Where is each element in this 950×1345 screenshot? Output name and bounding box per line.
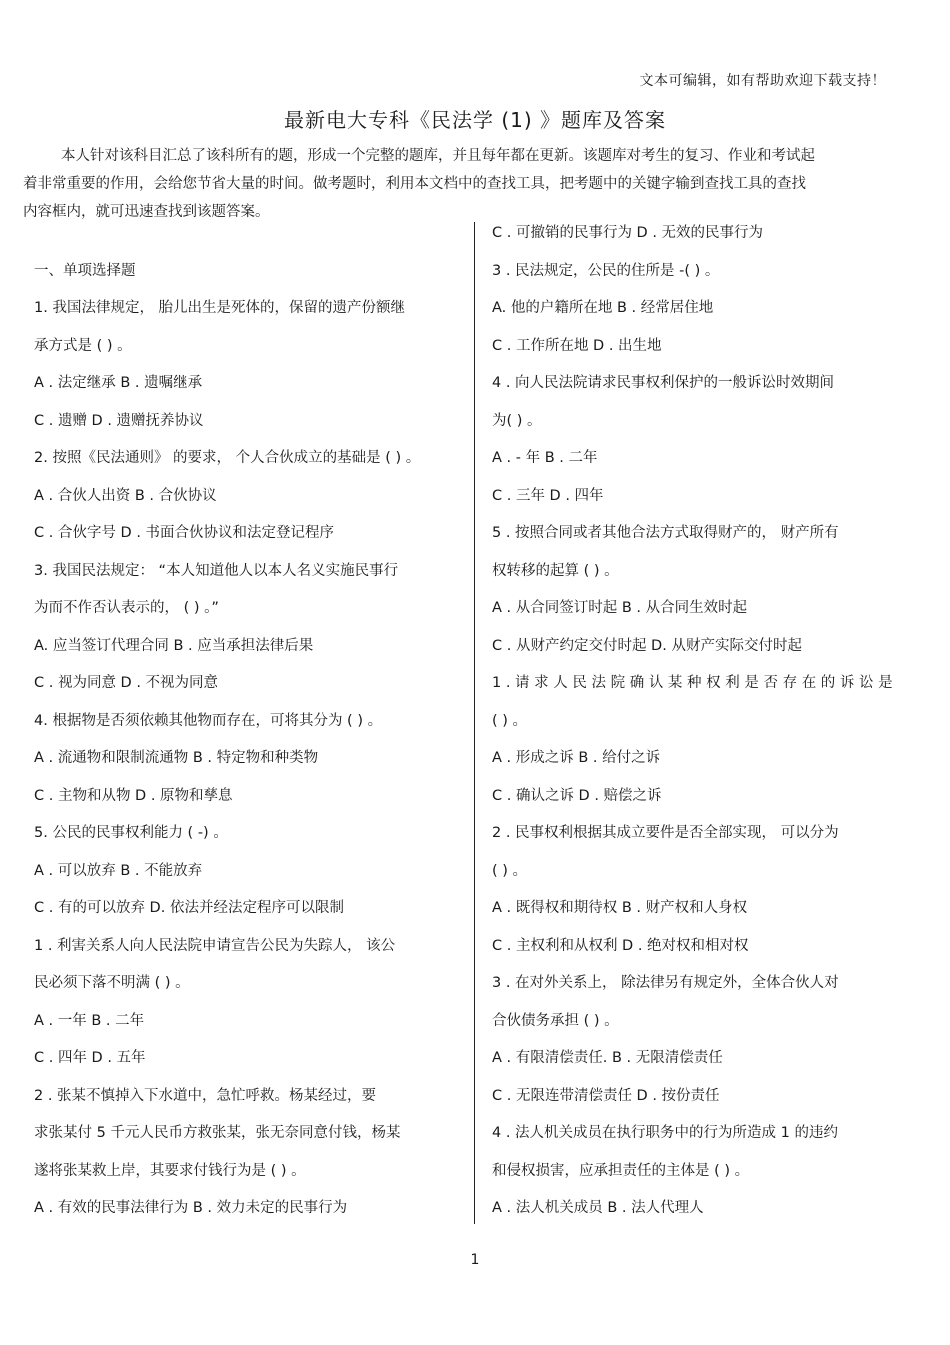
intro-line: 内容框内，就可迅速查找到该题答案。 xyxy=(23,204,270,220)
option-line: C . 确认之诉 D . 赔偿之诉 xyxy=(492,787,662,804)
question-line: 4 . 向人民法院请求民事权利保护的一般诉讼时效期间 xyxy=(492,375,835,391)
option-line: C . 三年 D . 四年 xyxy=(492,487,604,504)
option-line: C . 主物和从物 D . 原物和孳息 xyxy=(34,787,233,804)
question-line: 民必须下落不明满 ( ) 。 xyxy=(34,975,190,991)
option-line: A . 合伙人出资 B . 合伙协议 xyxy=(34,487,217,504)
option-line: C . 合伙字号 D . 书面合伙协议和法定登记程序 xyxy=(34,525,335,541)
option-line: A . 从合同签订时起 B . 从合同生效时起 xyxy=(492,600,748,616)
question-line: 合伙债务承担 ( ) 。 xyxy=(492,1012,619,1029)
question-line: 为而不作否认表示的， ( ) 。” xyxy=(34,600,219,616)
question-line: 1 . 利害关系人向人民法院申请宣告公民为失踪人， 该公 xyxy=(34,937,396,954)
question-line: 2. 按照《民法通则》 的要求， 个人合伙成立的基础是 ( ) 。 xyxy=(34,450,421,466)
question-line: 5. 公民的民事权利能力 ( -) 。 xyxy=(34,825,228,841)
question-line: 4. 根据物是否须依赖其他物而存在，可将其分为 ( ) 。 xyxy=(34,712,383,729)
text-line xyxy=(34,215,466,253)
intro-line: 着非常重要的作用，会给您节省大量的时间。做考题时，利用本文档中的查找工具，把考题中的关键字输到查找工具的查找 xyxy=(23,176,806,192)
question-line: 3 . 在对外关系上， 除法律另有规定外，全体合伙人对 xyxy=(492,975,839,991)
question-line: 5 . 按照合同或者其他合法方式取得财产的， 财产所有 xyxy=(492,525,839,541)
question-line: 3 . 民法规定，公民的住所是 -( ) 。 xyxy=(492,262,720,279)
intro-line: 本人针对该科目汇总了该科所有的题，形成一个完整的题库，并且每年都在更新。该题库对考生的复习、作业和考试起 xyxy=(61,148,815,164)
option-line: A . 既得权和期待权 B . 财产权和人身权 xyxy=(492,900,748,916)
option-line: A . 有限清偿责任. B . 无限清偿责任 xyxy=(492,1050,723,1066)
page-number: 1 xyxy=(470,1252,480,1268)
option-line: C . 从财产约定交付时起 D. 从财产实际交付时起 xyxy=(492,637,802,654)
question-line: 3. 我国民法规定： “本人知道他人以本人名义实施民事行 xyxy=(34,562,399,579)
option-line: C . 视为同意 D . 不视为同意 xyxy=(34,675,219,691)
question-line: 权转移的起算 ( ) 。 xyxy=(492,562,619,579)
option-line: A . 可以放弃 B . 不能放弃 xyxy=(34,862,203,879)
header-note: 文本可编辑，如有帮助欢迎下载支持！ xyxy=(639,73,886,89)
question-line: 承方式是 ( ) 。 xyxy=(34,337,132,354)
option-line: C . 遗赠 D . 遗赠抚养协议 xyxy=(34,412,204,429)
option-line: A . 一年 B . 二年 xyxy=(34,1012,145,1029)
question-line: ( ) 。 xyxy=(492,862,528,879)
document-title: 最新电大专科《民法学 (1) 》题库及答案 xyxy=(283,108,667,132)
section-heading: 一、单项选择题 xyxy=(34,262,136,279)
option-line: A . - 年 B . 二年 xyxy=(492,450,598,466)
option-line: C . 无限连带清偿责任 D . 按份责任 xyxy=(492,1087,720,1104)
question-line: 1. 我国法律规定， 胎儿出生是死体的，保留的遗产份额继 xyxy=(34,300,406,316)
option-line: A . 法人机关成员 B . 法人代理人 xyxy=(492,1200,704,1216)
option-line: C . 四年 D . 五年 xyxy=(34,1050,146,1066)
option-line: A . 有效的民事法律行为 B . 效力未定的民事行为 xyxy=(34,1200,348,1216)
option-line: C . 主权利和从权利 D . 绝对权和相对权 xyxy=(492,937,749,954)
right-column xyxy=(492,215,922,1228)
question-line: 遂将张某救上岸，其要求付钱行为是 ( ) 。 xyxy=(34,1162,306,1179)
question-line: 和侵权损害，应承担责任的主体是 ( ) 。 xyxy=(492,1162,750,1179)
question-line: 1 . 请 求 人 民 法 院 确 认 某 种 权 利 是 否 存 在 的 诉 讼 是 xyxy=(492,675,893,691)
option-line: A . 形成之诉 B . 给付之诉 xyxy=(492,750,661,766)
option-line: C . 有的可以放弃 D. 依法并经法定程序可以限制 xyxy=(34,900,344,916)
option-line: A. 他的户籍所在地 B . 经常居住地 xyxy=(492,300,714,316)
question-line: 2 . 张某不慎掉入下水道中，急忙呼救。杨某经过，要 xyxy=(34,1087,377,1104)
option-line: A . 法定继承 B . 遗嘱继承 xyxy=(34,375,203,391)
left-column xyxy=(34,215,466,1228)
option-line: A. 应当签订代理合同 B . 应当承担法律后果 xyxy=(34,637,314,654)
option-line: C . 可撤销的民事行为 D . 无效的民事行为 xyxy=(492,225,764,241)
question-line: 2 . 民事权利根据其成立要件是否全部实现， 可以分为 xyxy=(492,825,839,841)
column-divider xyxy=(474,222,475,1224)
intro-paragraph xyxy=(23,142,843,226)
option-line: A . 流通物和限制流通物 B . 特定物和种类物 xyxy=(34,750,319,766)
question-line: 4 . 法人机关成员在执行职务中的行为所造成 1 的违约 xyxy=(492,1125,838,1141)
question-line: 为( ) 。 xyxy=(492,412,542,429)
question-line: 求张某付 5 千元人民币方救张某，张无奈同意付钱，杨某 xyxy=(34,1125,401,1141)
option-line: C . 工作所在地 D . 出生地 xyxy=(492,337,662,354)
question-line: ( ) 。 xyxy=(492,712,528,729)
